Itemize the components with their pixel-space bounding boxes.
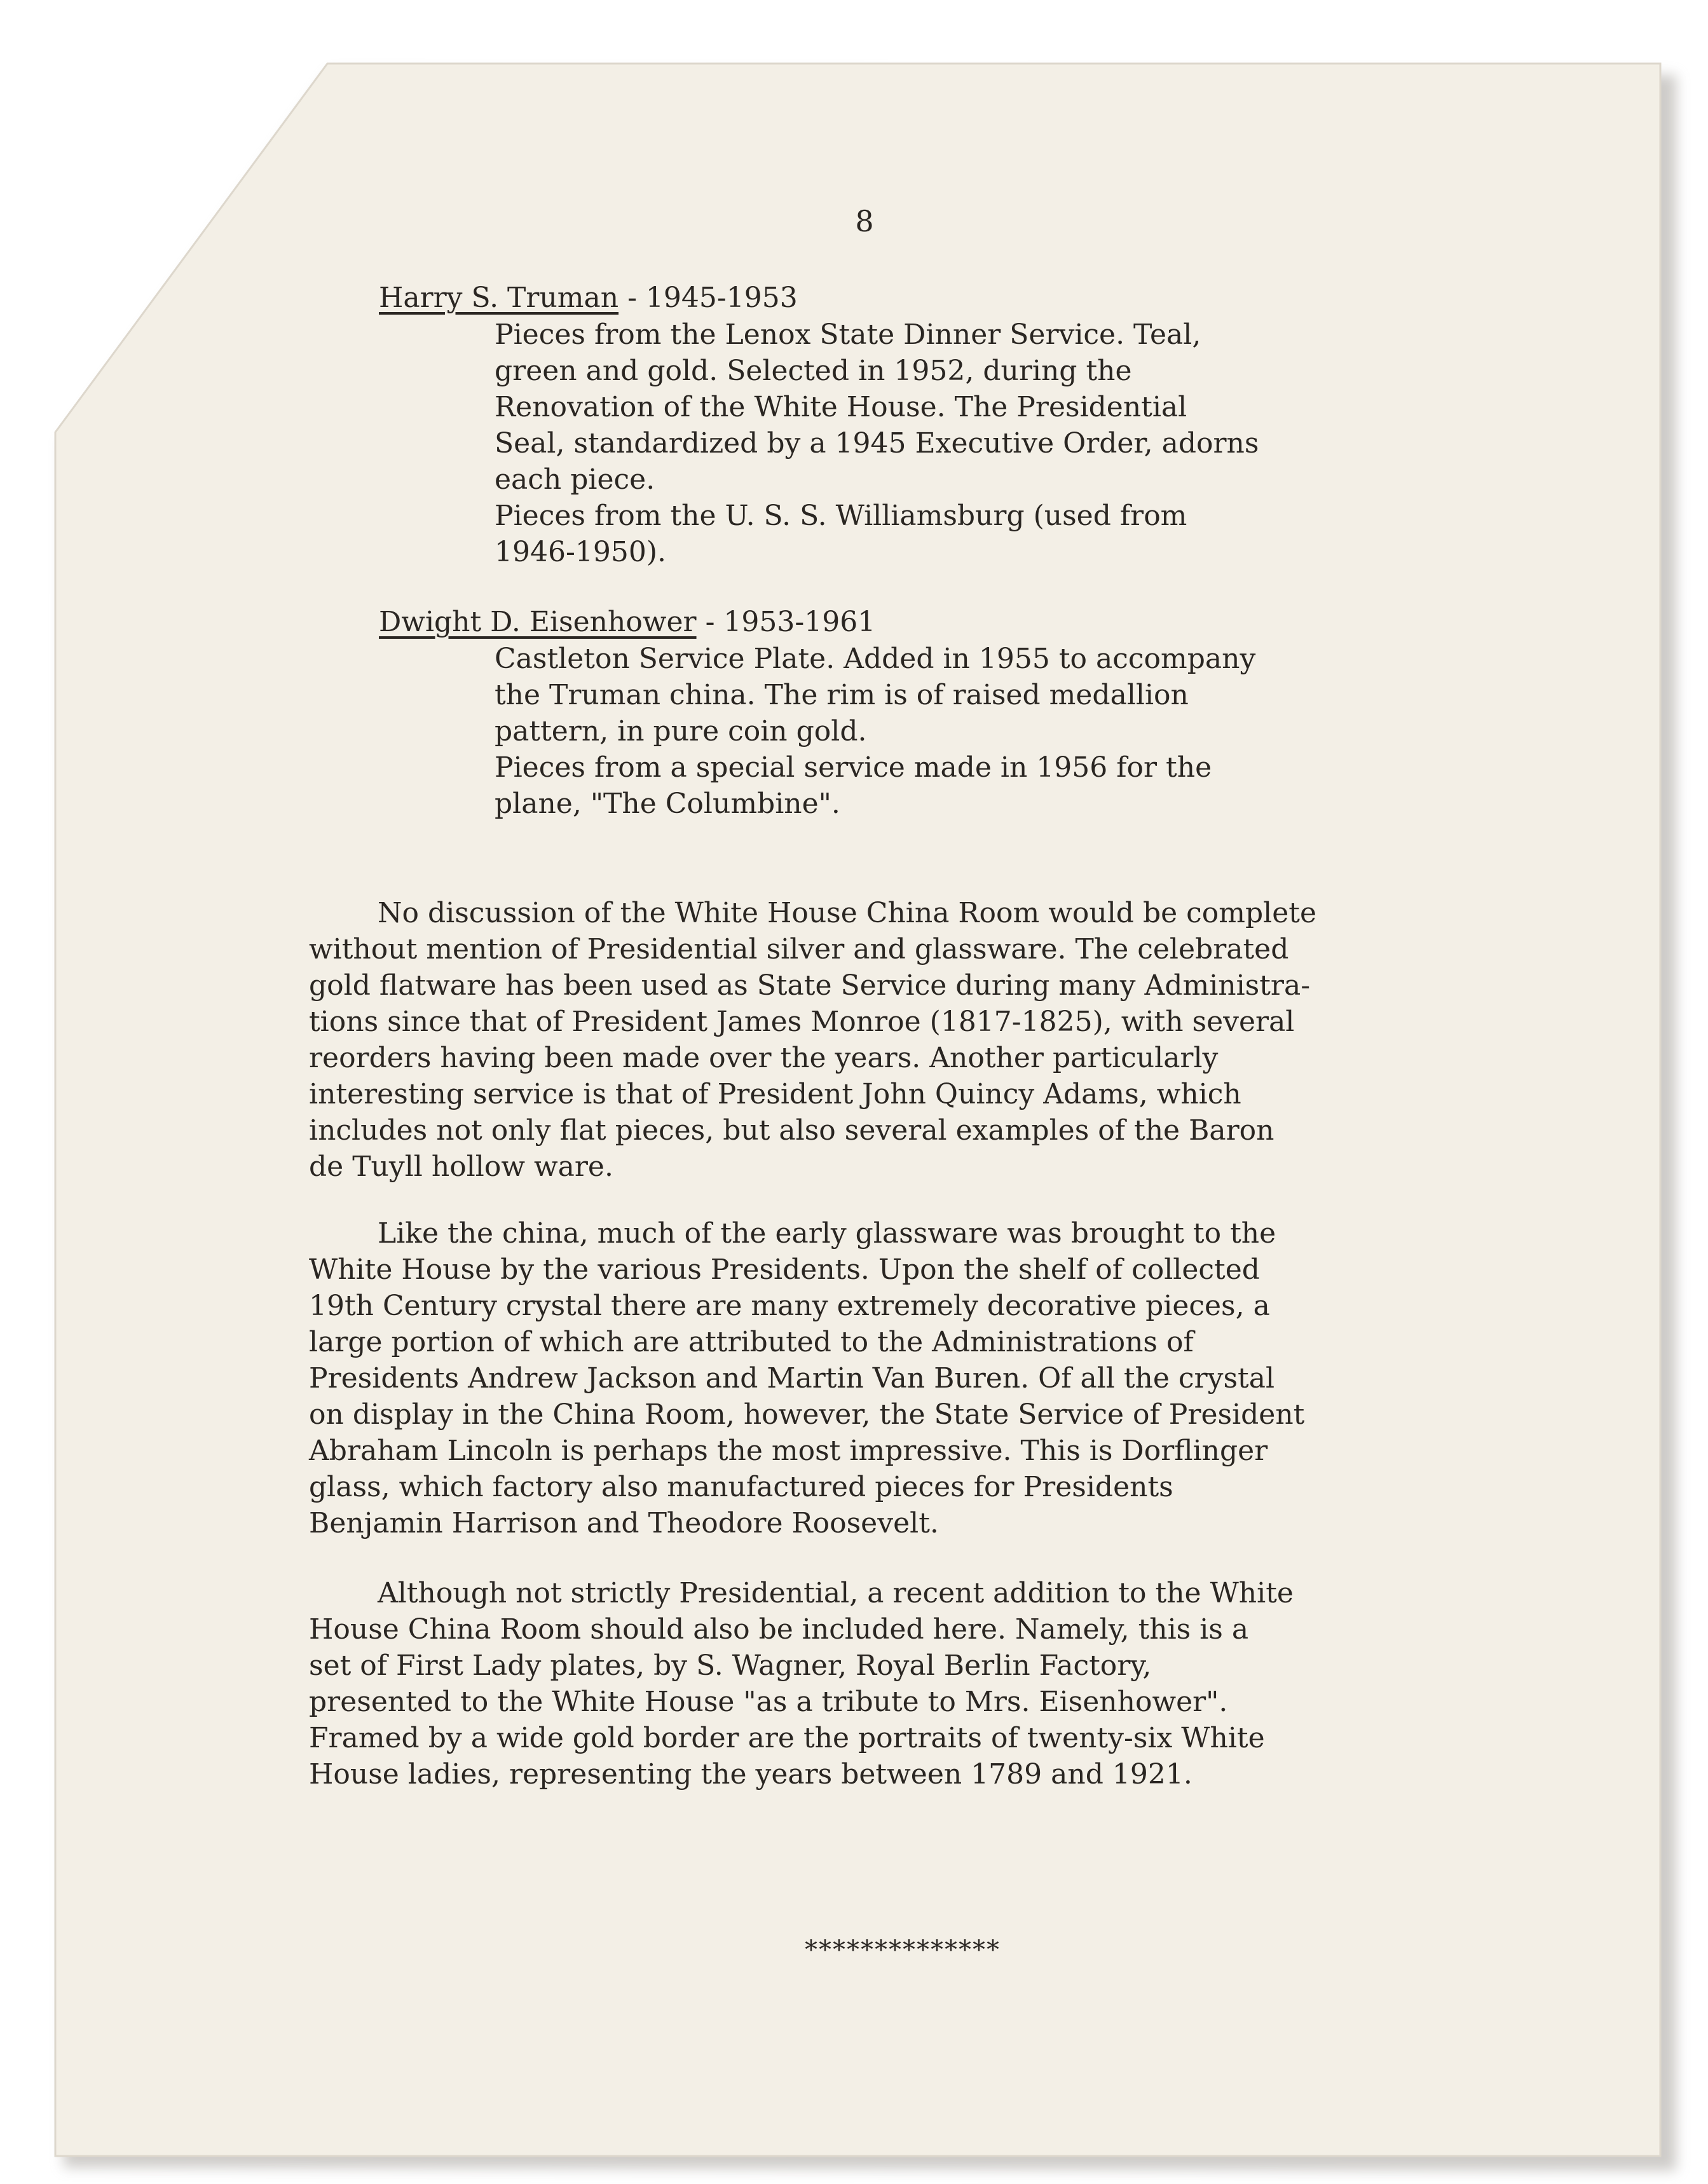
text-line: No discussion of the White House China Room would be complete (378, 897, 1316, 929)
entry-heading (379, 604, 1255, 641)
text-line: Seal, standardized by a 1945 Executive Order, adorns (495, 427, 1259, 460)
paragraph-silver (309, 895, 1428, 1185)
text-line: Framed by a wide gold border are the portraits of twenty-six White (309, 1722, 1265, 1754)
text-line: gold flatware has been used as State Service during many Administra- (309, 969, 1311, 1002)
text-line: pattern, in pure coin gold. (495, 715, 867, 747)
term-dates: - 1953-1961 (696, 606, 876, 638)
paragraph-first-lady-plates (309, 1575, 1428, 1792)
text-line: Pieces from a special service made in 1956 for the (495, 751, 1212, 784)
text-line: set of First Lady plates, by S. Wagner, Royal Berlin Factory, (309, 1649, 1152, 1682)
text-line: the Truman china. The rim is of raised medallion (495, 679, 1189, 711)
page-number: 8 (855, 204, 874, 238)
text-line: 1946-1950). (495, 536, 666, 568)
text-line: reorders having been made over the years. Another particularly (309, 1042, 1219, 1074)
text-line: without mention of Presidential silver and glassware. The celebrated (309, 933, 1289, 966)
text-line: Pieces from the Lenox State Dinner Service. Teal, (495, 318, 1201, 351)
text-line: de Tuyll hollow ware. (309, 1150, 613, 1183)
text-line: Renovation of the White House. The Presidential (495, 391, 1187, 423)
paragraph-glassware (309, 1215, 1428, 1541)
entry-truman (379, 280, 1259, 570)
text-line: glass, which factory also manufactured pieces for Presidents (309, 1471, 1173, 1503)
president-name: Dwight D. Eisenhower (379, 606, 697, 638)
text-line: House ladies, representing the years between 1789 and 1921. (309, 1758, 1192, 1791)
text-line: each piece. (495, 463, 655, 496)
closing-asterisks: ************** (805, 1935, 1001, 1965)
text-line: House China Room should also be included here. Namely, this is a (309, 1613, 1249, 1646)
term-dates: - 1945-1953 (618, 282, 798, 314)
text-line: plane, "The Columbine". (495, 788, 840, 820)
text-line: Benjamin Harrison and Theodore Roosevelt. (309, 1507, 939, 1539)
text-line: White House by the various Presidents. Upon the shelf of collected (309, 1253, 1260, 1286)
text-line: Pieces from the U. S. S. Williamsburg (used from (495, 500, 1187, 532)
text-line: Castleton Service Plate. Added in 1955 to accompany (495, 643, 1256, 675)
text-line: includes not only flat pieces, but also several examples of the Baron (309, 1114, 1274, 1147)
text-line: Abraham Lincoln is perhaps the most impressive. This is Dorflinger (309, 1435, 1268, 1467)
text-line: presented to the White House "as a tribute to Mrs. Eisenhower". (309, 1686, 1228, 1718)
text-line: interesting service is that of President John Quincy Adams, which (309, 1078, 1241, 1110)
text-line: Like the china, much of the early glassware was brought to the (378, 1217, 1276, 1250)
text-line: on display in the China Room, however, the State Service of President (309, 1398, 1305, 1431)
text-line: green and gold. Selected in 1952, during the (495, 355, 1132, 387)
text-line: 19th Century crystal there are many extremely decorative pieces, a (309, 1290, 1270, 1322)
text-line: Presidents Andrew Jackson and Martin Van Buren. Of all the crystal (309, 1362, 1275, 1395)
entry-description (495, 317, 1259, 570)
text-line: tions since that of President James Monroe (1817-1825), with several (309, 1006, 1295, 1038)
entry-eisenhower (379, 604, 1255, 822)
entry-description (495, 641, 1255, 822)
text-line: Although not strictly Presidential, a recent addition to the White (378, 1577, 1294, 1609)
text-line: large portion of which are attributed to the Administrations of (309, 1326, 1194, 1358)
president-name: Harry S. Truman (379, 282, 619, 314)
entry-heading (379, 280, 1259, 317)
